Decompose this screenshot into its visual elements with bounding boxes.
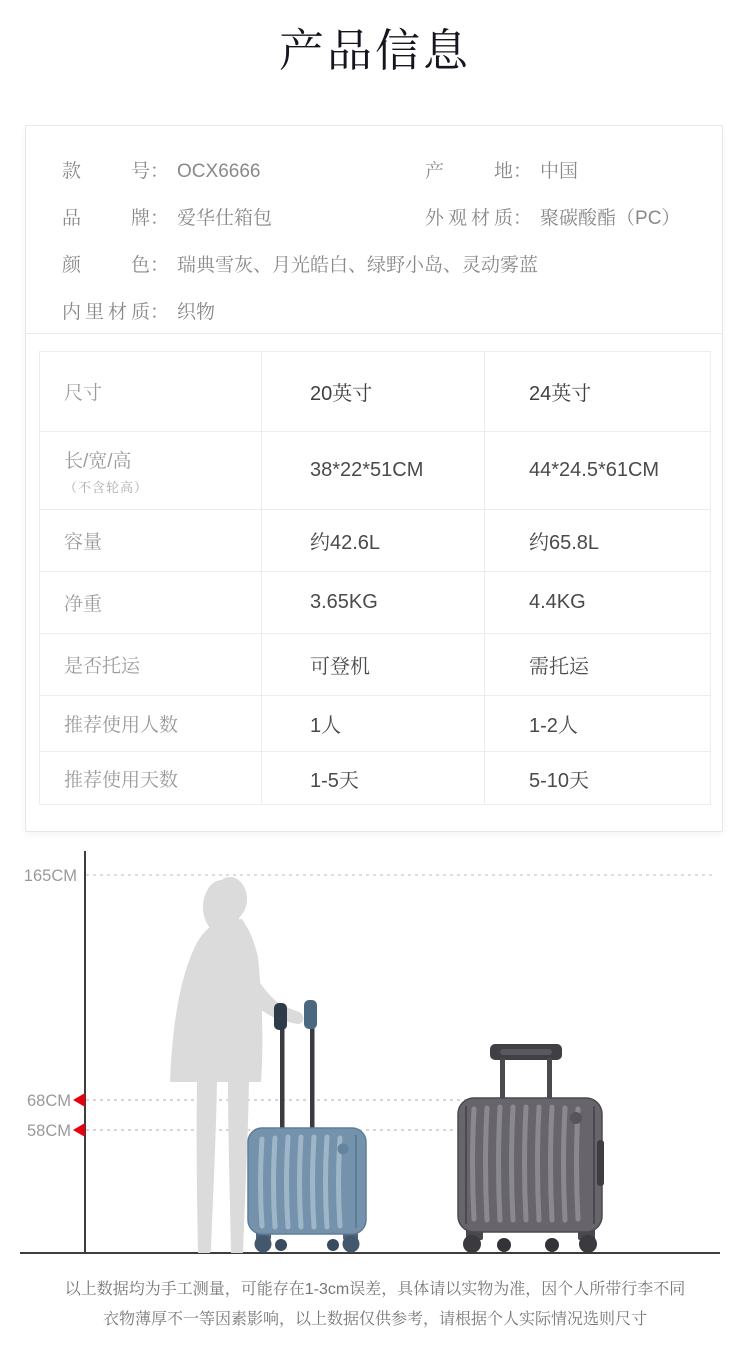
table-row (40, 752, 711, 805)
spec-label: 是否托运 (40, 634, 262, 696)
field-separator: ： (150, 255, 170, 276)
spec-label-note: （不含轮高） (64, 479, 149, 495)
spec-value-20: 1-5天 (262, 752, 485, 805)
spec-table (39, 351, 711, 805)
info-row (62, 287, 686, 334)
table-row (40, 432, 711, 510)
field-value: 织物 (177, 302, 216, 323)
table-row (40, 696, 711, 752)
spec-value-24: 需托运 (485, 634, 711, 696)
basic-info-section (26, 126, 722, 334)
spec-header-24inch: 24英寸 (485, 352, 711, 432)
spec-value-20: 1人 (262, 696, 485, 752)
spec-value-20: 约42.6L (262, 510, 485, 572)
info-field-brand (62, 203, 425, 230)
spec-label: 容量 (40, 510, 262, 572)
spec-header-size: 尺寸 (40, 352, 262, 432)
field-label: 颜色 (62, 255, 150, 276)
table-row (40, 572, 711, 634)
field-separator: ： (513, 161, 533, 182)
spec-header-20inch: 20英寸 (262, 352, 485, 432)
person-height-label: 165CM (23, 867, 77, 885)
field-separator: ： (150, 302, 170, 323)
spec-value-20: 可登机 (262, 634, 485, 696)
product-info-card (25, 125, 723, 832)
spec-header-row (40, 352, 711, 432)
info-field-color (62, 250, 686, 277)
size-comparison-diagram (0, 845, 750, 1275)
field-label: 款号 (62, 161, 150, 182)
spec-value-24: 1-2人 (485, 696, 711, 752)
disclaimer-line-1: 以上数据均为手工测量，可能存在1-3cm误差，具体请以实物为准，因个人所带行李不同 (64, 1281, 686, 1298)
field-value: 中国 (540, 161, 579, 182)
spec-label: 长/宽/高 (64, 450, 132, 472)
info-field-shell-material (425, 203, 686, 230)
field-value: 聚碳酸酯（PC） (540, 208, 681, 229)
field-separator: ： (150, 161, 170, 182)
suitcase-24-illustration (458, 1044, 604, 1253)
field-label: 内里材质 (62, 302, 150, 323)
info-row (62, 193, 686, 240)
field-label: 外观材质 (425, 208, 513, 229)
field-value: OCX6666 (177, 161, 261, 182)
info-field-lining-material (62, 297, 686, 324)
field-separator: ： (513, 208, 533, 229)
field-value: 瑞典雪灰、月光皓白、绿野小岛、灵动雾蓝 (177, 255, 539, 276)
table-row (40, 634, 711, 696)
info-field-origin (425, 156, 686, 183)
disclaimer (0, 1275, 750, 1335)
table-row (40, 510, 711, 572)
disclaimer-line-2: 衣物薄厚不一等因素影响，以上数据仅供参考，请根据个人实际情况选则尺寸 (102, 1311, 647, 1328)
page-title: 产品信息 (278, 25, 471, 76)
info-row (62, 240, 686, 287)
spec-value-20: 38*22*51CM (262, 432, 485, 510)
spec-value-24: 约65.8L (485, 510, 711, 572)
spec-value-24: 44*24.5*61CM (485, 432, 711, 510)
handle-height-label: 68CM (26, 1092, 71, 1110)
field-separator: ： (150, 208, 170, 229)
body-height-label: 58CM (26, 1122, 71, 1140)
field-label: 品牌 (62, 208, 150, 229)
spec-label: 推荐使用天数 (40, 752, 262, 805)
spec-label-cell (40, 432, 262, 510)
height-marker-icon (73, 1123, 85, 1137)
spec-label: 推荐使用人数 (40, 696, 262, 752)
spec-value-20: 3.65KG (262, 572, 485, 634)
field-value: 爱华仕箱包 (177, 208, 273, 229)
field-label: 产地 (425, 161, 513, 182)
height-marker-icon (73, 1093, 85, 1107)
info-row (62, 146, 686, 193)
spec-label: 净重 (40, 572, 262, 634)
suitcase-20-illustration (248, 1000, 366, 1253)
spec-value-24: 4.4KG (485, 572, 711, 634)
info-field-model (62, 156, 425, 183)
spec-value-24: 5-10天 (485, 752, 711, 805)
